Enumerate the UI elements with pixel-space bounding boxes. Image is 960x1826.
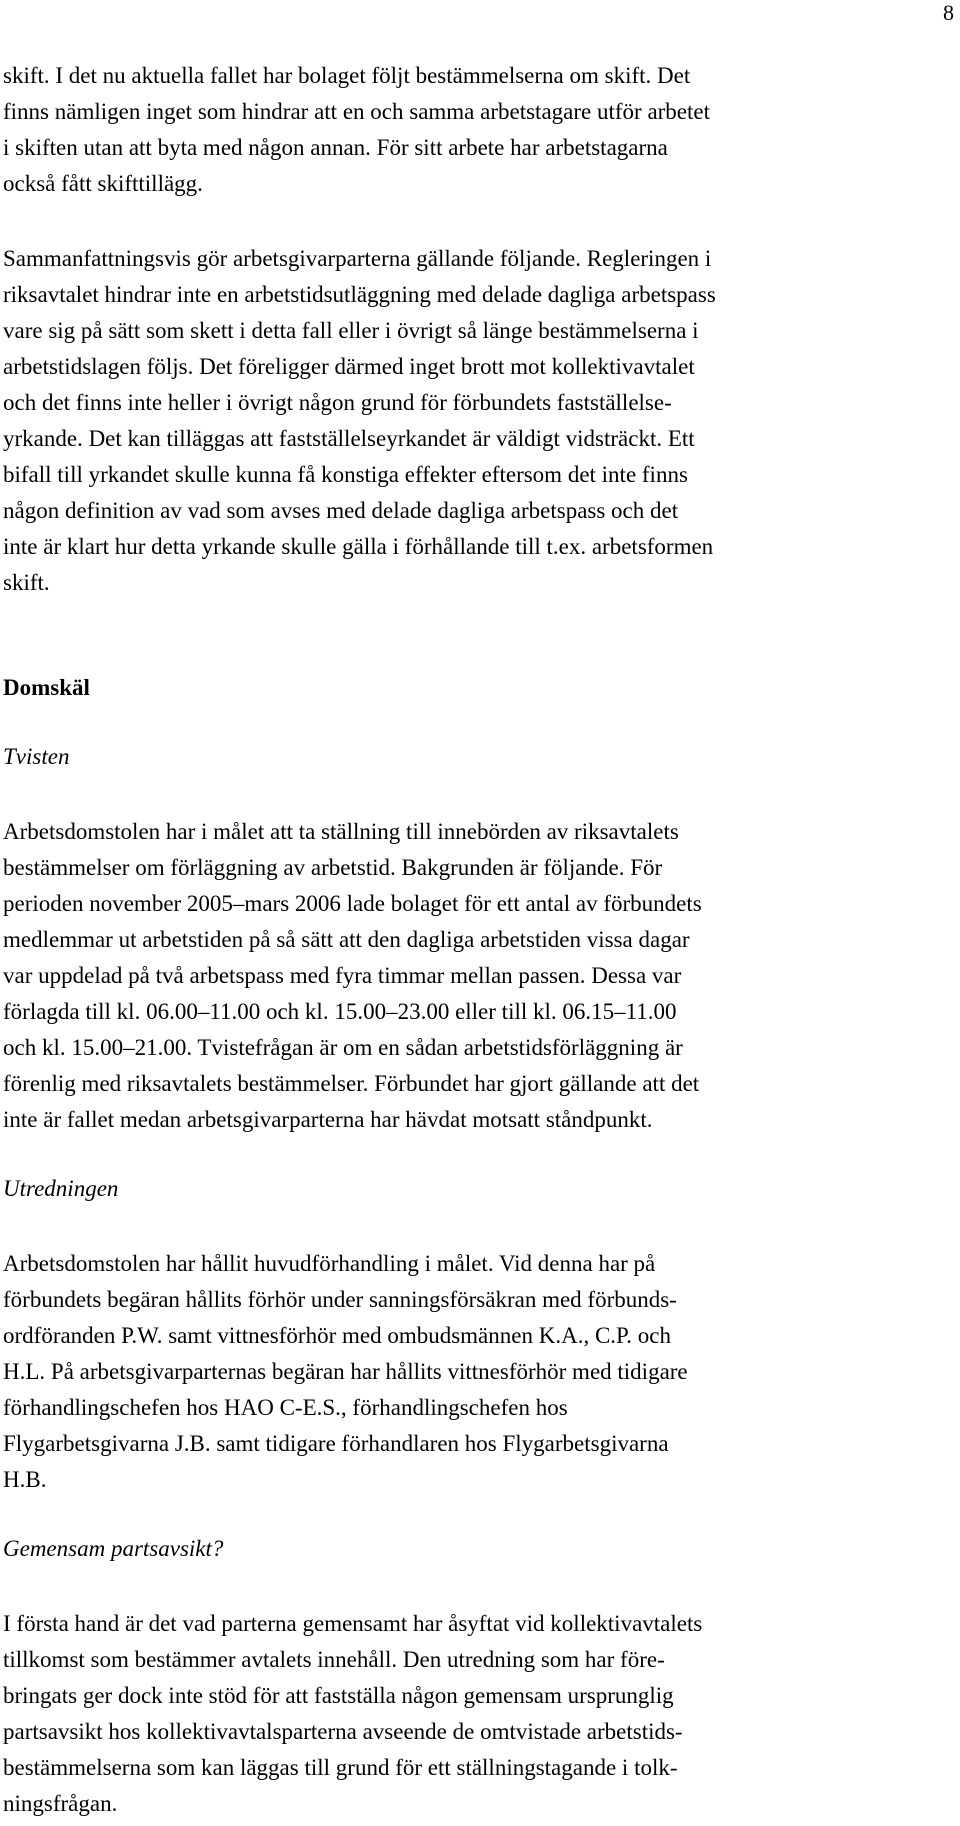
- text-line: förhandlingschefen hos HAO C-E.S., förhandlingschefen hos: [3, 1395, 568, 1420]
- text-line: I första hand är det vad parterna gemensamt har åsyftat vid kollektivavtalets: [3, 1611, 703, 1636]
- text-line: var uppdelad på två arbetspass med fyra timmar mellan passen. Dessa var: [3, 963, 682, 988]
- text-line: riksavtalet hindrar inte en arbetstidsutläggning med delade dagliga arbetspass: [3, 282, 716, 307]
- section-heading: Gemensam partsavsikt?: [3, 1536, 224, 1561]
- section-heading: Utredningen: [3, 1176, 119, 1201]
- text-line: Arbetsdomstolen har hållit huvudförhandling i målet. Vid denna har på: [3, 1251, 656, 1276]
- text-line: tillkomst som bestämmer avtalets innehåll. Den utredning som har före-: [3, 1647, 665, 1672]
- text-line: vare sig på sätt som skett i detta fall eller i övrigt så länge bestämmelserna i: [3, 318, 699, 343]
- text-line: bifall till yrkandet skulle kunna få konstiga effekter eftersom det inte finns: [3, 462, 688, 487]
- text-line: inte är klart hur detta yrkande skulle gälla i förhållande till t.ex. arbetsformen: [3, 534, 714, 559]
- section-heading: Tvisten: [3, 744, 70, 769]
- text-line: partsavsikt hos kollektivavtalsparterna avseende de omtvistade arbetstids-: [3, 1719, 683, 1744]
- text-line: bringats ger dock inte stöd för att fastställa någon gemensam ursprunglig: [3, 1683, 674, 1708]
- text-line: ningsfrågan.: [3, 1791, 118, 1816]
- text-line: och det finns inte heller i övrigt någon grund för förbundets fastställelse-: [3, 390, 672, 415]
- text-line: och kl. 15.00–21.00. Tvistefrågan är om en sådan arbetstidsförläggning är: [3, 1035, 683, 1060]
- text-line: Arbetsdomstolen har i målet att ta ställning till innebörden av riksavtalets: [3, 819, 679, 844]
- text-line: ordföranden P.W. samt vittnesförhör med ombudsmännen K.A., C.P. och: [3, 1323, 671, 1348]
- text-line: också fått skifttillägg.: [3, 171, 203, 196]
- text-line: perioden november 2005–mars 2006 lade bolaget för ett antal av förbundets: [3, 891, 702, 916]
- text-line: finns nämligen inget som hindrar att en och samma arbetstagare utför arbetet: [3, 99, 711, 124]
- text-line: H.L. På arbetsgivarparternas begäran har hållits vittnesförhör med tidigare: [3, 1359, 688, 1384]
- text-line: någon definition av vad som avses med delade dagliga arbetspass och det: [3, 498, 679, 523]
- text-line: yrkande. Det kan tilläggas att fastställelseyrkandet är väldigt vidsträckt. Ett: [3, 426, 695, 451]
- text-line: arbetstidslagen följs. Det föreligger därmed inget brott mot kollektivavtalet: [3, 354, 695, 379]
- text-line: i skiften utan att byta med någon annan. För sitt arbete har arbetstagarna: [3, 135, 668, 160]
- text-line: Flygarbetsgivarna J.B. samt tidigare förhandlaren hos Flygarbetsgivarna: [3, 1431, 669, 1456]
- text-line: Sammanfattningsvis gör arbetsgivarparterna gällande följande. Regleringen i: [3, 246, 712, 271]
- page-number: 8: [943, 0, 954, 25]
- text-line: H.B.: [3, 1467, 47, 1492]
- text-line: skift.: [3, 570, 50, 595]
- section-heading: Domskäl: [3, 675, 90, 700]
- text-line: förbundets begäran hållits förhör under sanningsförsäkran med förbunds-: [3, 1287, 677, 1312]
- text-line: bestämmelserna som kan läggas till grund för ett ställningstagande i tolk-: [3, 1755, 678, 1780]
- text-line: förenlig med riksavtalets bestämmelser. Förbundet har gjort gällande att det: [3, 1071, 700, 1096]
- text-line: inte är fallet medan arbetsgivarparterna har hävdat motsatt ståndpunkt.: [3, 1107, 653, 1132]
- text-line: förlagda till kl. 06.00–11.00 och kl. 15.00–23.00 eller till kl. 06.15–11.00: [3, 999, 677, 1024]
- text-line: skift. I det nu aktuella fallet har bolaget följt bestämmelserna om skift. Det: [3, 63, 691, 88]
- text-line: medlemmar ut arbetstiden på så sätt att den dagliga arbetstiden vissa dagar: [3, 927, 690, 952]
- text-line: bestämmelser om förläggning av arbetstid. Bakgrunden är följande. För: [3, 855, 663, 880]
